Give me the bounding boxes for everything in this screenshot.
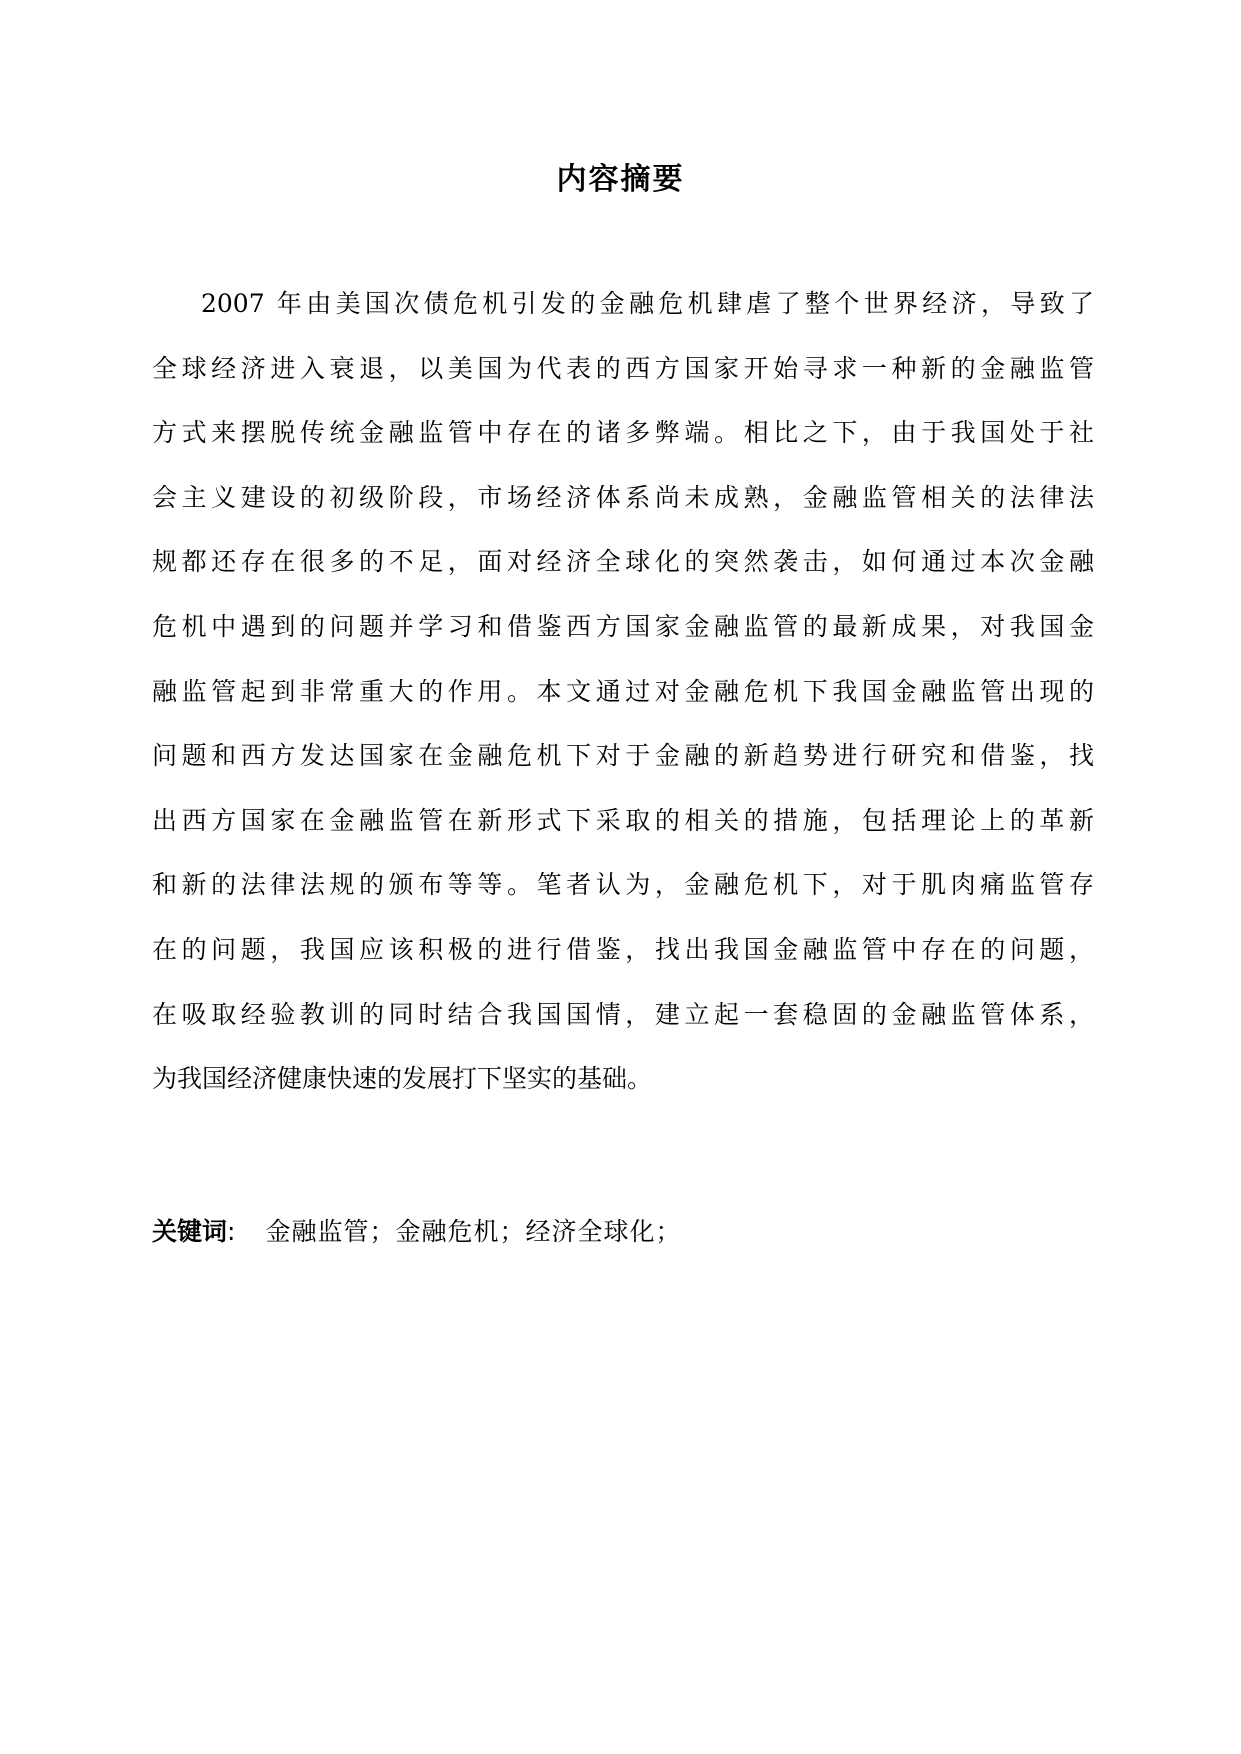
abstract-line: 在的问题，我国应该积极的进行借鉴，找出我国金融监管中存在的问题， bbox=[152, 934, 1094, 964]
abstract-line: 规都还存在很多的不足，面对经济全球化的突然袭击，如何通过本次金融 bbox=[152, 547, 1094, 577]
abstract-line: 为我国经济健康快速的发展打下坚实的基础。 bbox=[152, 1064, 653, 1094]
keywords-row bbox=[152, 1216, 1094, 1249]
abstract-line: 会主义建设的初级阶段，市场经济体系尚未成熟，金融监管相关的法律法 bbox=[152, 482, 1094, 512]
abstract-line: 出西方国家在金融监管在新形式下采取的相关的措施，包括理论上的革新 bbox=[152, 805, 1094, 835]
abstract-line: 2007 年由美国次债危机引发的金融危机肆虐了整个世界经济，导致了 bbox=[201, 289, 1094, 318]
keywords-values: 金融监管；金融危机；经济全球化； bbox=[265, 1217, 682, 1246]
abstract-line: 在吸取经验教训的同时结合我国国情，建立起一套稳固的金融监管体系， bbox=[152, 999, 1094, 1029]
abstract-line: 融监管起到非常重大的作用。本文通过对金融危机下我国金融监管出现的 bbox=[152, 676, 1094, 706]
keywords-label: 关键词 bbox=[152, 1217, 228, 1246]
abstract-line: 和新的法律法规的颁布等等。笔者认为，金融危机下，对于肌肉痛监管存 bbox=[152, 870, 1094, 900]
keywords-separator: : bbox=[227, 1217, 236, 1246]
abstract-line: 全球经济进入衰退，以美国为代表的西方国家开始寻求一种新的金融监管 bbox=[152, 353, 1094, 383]
abstract-line: 问题和西方发达国家在金融危机下对于金融的新趋势进行研究和借鉴，找 bbox=[152, 741, 1094, 771]
abstract-body bbox=[152, 288, 1094, 1128]
abstract-line: 危机中遇到的问题并学习和借鉴西方国家金融监管的最新成果，对我国金 bbox=[152, 611, 1094, 641]
abstract-line: 方式来摆脱传统金融监管中存在的诸多弊端。相比之下，由于我国处于社 bbox=[152, 418, 1094, 448]
abstract-title: 内容摘要 bbox=[556, 162, 685, 197]
